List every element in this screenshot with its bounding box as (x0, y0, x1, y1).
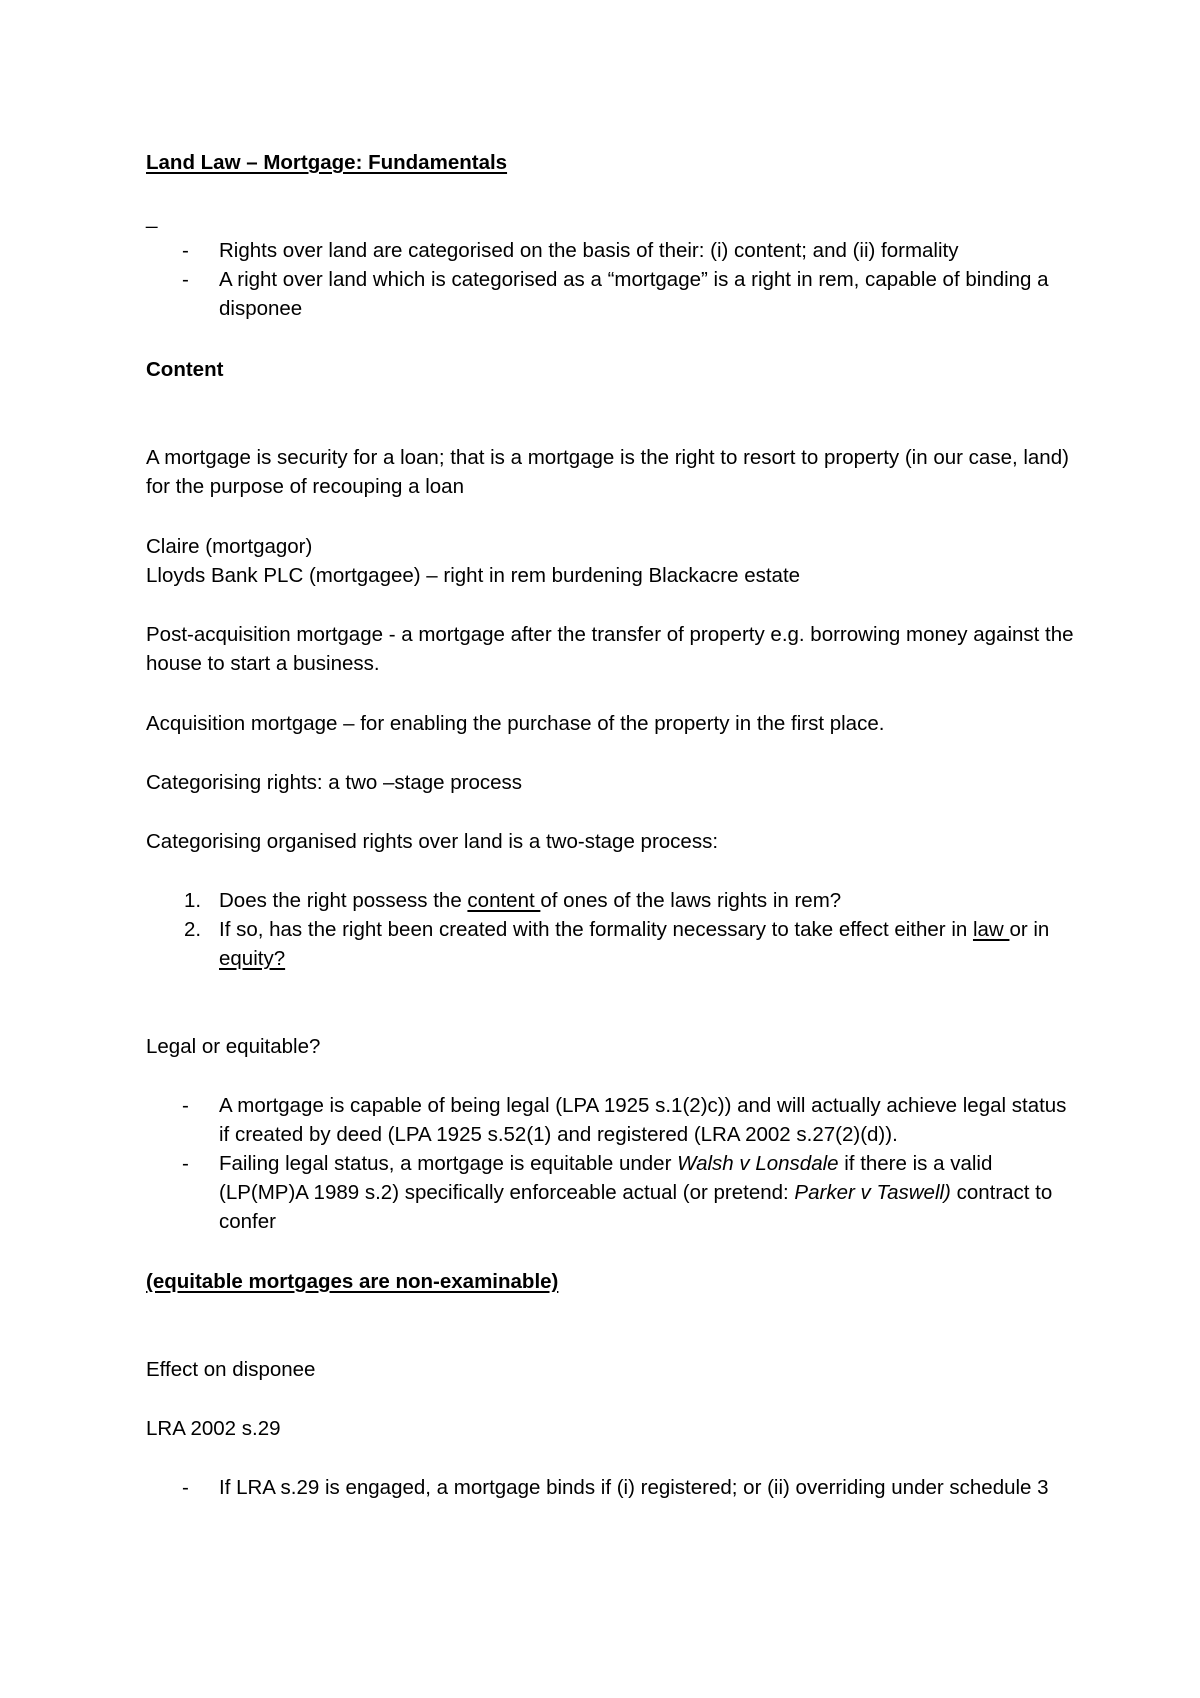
item-text-pre: Does the right possess the (219, 889, 468, 912)
paragraph-categorising-heading: Categorising rights: a two –stage process (146, 771, 523, 794)
bullet-text-c: contract to confer (219, 1181, 1053, 1233)
bullet-text: A mortgage is capable of being legal (LPA 1925 s.1(2)c)) and will actually achieve legal status if created by deed (LPA 1925 s.52(1) and registered (LRA 2002 s.27(2)(d)). (219, 1094, 1067, 1146)
underlined-term: content (467, 889, 541, 912)
bullet-marker: - (182, 1094, 189, 1117)
numbered-item (146, 915, 1076, 973)
item-text-pre: If so, has the right been created with the formality necessary to take effect either in (219, 918, 973, 941)
section-heading-content: Content (146, 358, 224, 381)
item-number: 2. (184, 918, 202, 941)
numbered-item (146, 886, 1076, 915)
item-text-post: of ones of the laws rights in rem? (540, 889, 842, 912)
bullet-text-a: Failing legal status, a mortgage is equitable under (219, 1152, 678, 1175)
item-number: 1. (184, 889, 202, 912)
section-heading-legal: Legal or equitable? (146, 1035, 321, 1058)
list-item (146, 1473, 1076, 1531)
bullet-text: Rights over land are categorised on the basis of their: (i) content; and (ii) formality (219, 239, 959, 262)
paragraph-security: A mortgage is security for a loan; that is a mortgage is the right to resort to property (in our case, land) for the purpose of recouping a loan (146, 446, 1069, 498)
stray-mark: _ (146, 206, 158, 229)
bullet-marker: - (182, 268, 189, 291)
bullet-text-b: if there is a valid (LP(MP)A 1989 s.2) specifically enforceable actual (or pretend: (219, 1152, 993, 1204)
bullet-marker: - (182, 1152, 189, 1175)
list-item (146, 1149, 1076, 1236)
list-item (146, 1091, 1076, 1149)
list-item (146, 265, 1076, 323)
section-heading-lra: LRA 2002 s.29 (146, 1417, 281, 1440)
equitable-note: (equitable mortgages are non-examinable) (146, 1270, 559, 1293)
case-name: Walsh v Lonsdale (677, 1152, 839, 1175)
paragraph-acquisition: Acquisition mortgage – for enabling the purchase of the property in the first place. (146, 712, 885, 735)
underlined-term: law (972, 918, 1010, 941)
bullet-text: A right over land which is categorised as a “mortgage” is a right in rem, capable of binding a disponee (219, 268, 1049, 320)
paragraph-categorising-intro: Categorising organised rights over land is a two-stage process: (146, 830, 719, 853)
item-text (219, 886, 1076, 915)
underlined-term: equity? (219, 947, 286, 970)
paragraph-post-acquisition: Post-acquisition mortgage - a mortgage after the transfer of property e.g. borrowing money against the house to start a business. (146, 623, 1074, 675)
paragraph-claire: Claire (mortgagor) (146, 535, 313, 558)
bullet-marker: - (182, 1476, 189, 1499)
case-name: Parker v Taswell) (794, 1181, 951, 1204)
bullet-text: If LRA s.29 is engaged, a mortgage binds if (i) registered; or (ii) overriding under schedule 3 (219, 1476, 1049, 1499)
bullet-text (219, 1149, 1076, 1236)
item-text (219, 915, 1076, 973)
paragraph-lloyds: Lloyds Bank PLC (mortgagee) – right in rem burdening Blackacre estate (146, 564, 801, 587)
section-heading-effect: Effect on disponee (146, 1358, 316, 1381)
bullet-marker: - (182, 239, 189, 262)
item-text-mid: or in (1009, 918, 1050, 941)
document-title: Land Law – Mortgage: Fundamentals (146, 151, 508, 174)
list-item (146, 236, 1076, 265)
